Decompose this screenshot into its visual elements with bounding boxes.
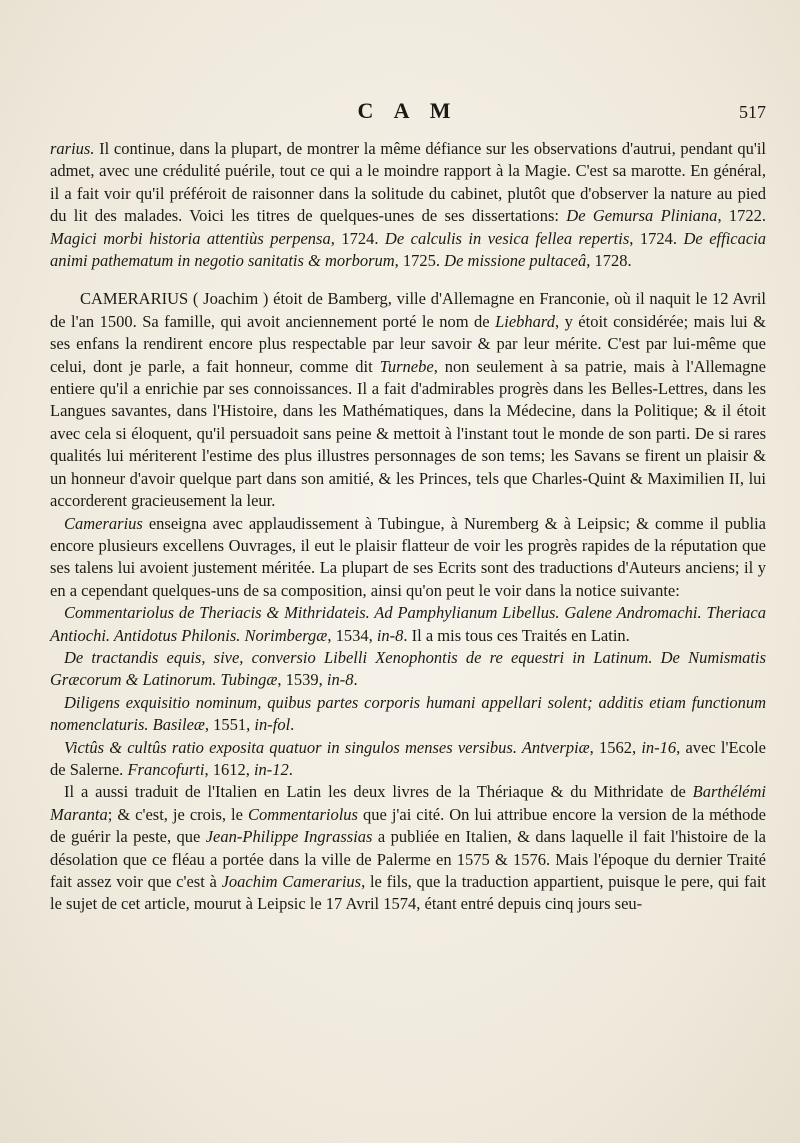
text-run: , 1724. xyxy=(330,228,385,248)
text-run: , avec l'Ecole de Salerne. xyxy=(50,737,767,779)
text-run: que j'ai cité. On lui attribue encore la version de la méthode de guérir la peste, que xyxy=(50,804,766,847)
page-header xyxy=(50,98,766,128)
article-camerarius-career xyxy=(50,513,766,603)
text-run: . Il a mis tous ces Traités en Latin. xyxy=(403,625,630,645)
bibliography-entry xyxy=(50,692,766,737)
title-italic: Commentariolus de Theriacis & Mithridateis. Ad Pamphylianum Libellus. Galene Andromachi. Theriaca Antiochi. Antidotus Philonis. Norimbergæ xyxy=(50,603,766,645)
bibliography-entry xyxy=(50,647,766,692)
article-camerarius-intro xyxy=(50,288,766,512)
running-head: C A M xyxy=(357,98,459,123)
text-run: . xyxy=(290,715,295,735)
name-italic: Camerarius xyxy=(64,513,143,533)
place-italic: Francofurti xyxy=(127,759,205,779)
bibliography-entry xyxy=(50,602,766,647)
title-italic: De calculis in vesica fellea repertis xyxy=(384,228,630,248)
format-italic: in-8 xyxy=(376,625,404,645)
name-italic: Joachim Camerarius xyxy=(221,872,362,891)
title-italic: Diligens exquisitio nominum, quibus partes corporis humani appellari solent; additis etiam functionum nomenclaturis. Basileæ xyxy=(50,692,766,735)
title-italic: Victûs & cultûs ratio exposita quatuor in singulos menses versibus. Antverpiæ xyxy=(64,737,590,757)
text-run: Il continue, dans la plupart, de montrer la même défiance sur les observations d'autrui, pendant qu'il admet, avec une crédulité puérile, tout ce qui a le moindre rapport à la Magie. C'est sa marotte. En général, il a fait voir qu'il préféroit de raisonner dans la solitude du cabinet, plutôt que d'observer la nature au pied du lit des malades. Voici les titres de quelques-unes de ses dissertations: xyxy=(50,139,766,226)
text-run: . xyxy=(288,759,293,779)
text-run: , 1728. xyxy=(586,251,632,271)
format-italic: in-8 xyxy=(326,670,354,690)
title-italic: Magici morbi historia attentiùs perpensa xyxy=(50,228,331,248)
text-run: , 1724. xyxy=(629,228,684,248)
name-italic: Liebhard xyxy=(495,311,555,331)
paragraph-continuation xyxy=(50,138,766,272)
text-run: , 1725. xyxy=(394,251,445,271)
text-run: a publiée en Italien, & dans laquelle il fait l'histoire de la désolation que ce fléau a portée dans la ville de Palerme en 1575 & 1576. Mais l'époque du dernier Traité fait assez voir que c'est à xyxy=(50,827,766,891)
text-run: , 1722. xyxy=(717,206,766,226)
title-italic: De Gemursa Pliniana xyxy=(566,206,718,226)
text-run: . xyxy=(353,670,358,690)
text-run: , 1562, xyxy=(589,737,642,757)
format-italic: in-12 xyxy=(253,759,289,779)
title-italic: De tractandis equis, sive, conversio Libelli Xenophontis de re equestri in Latinum. De Numismatis Græcorum & Latinorum. Tubingæ xyxy=(50,647,766,690)
text-run: , non seulement à sa patrie, mais à l'Allemagne entiere qu'il a enrichie par ses connoissances. Il a fait d'admirables progrès dans les Belles-Lettres, dans les Langues savantes, dans l'Histoire, dans les Mathématiques, dans la Médecine, dans la Politique; & il étoit avec cela si éloquent, qu'il persuadoit sans peine & mettoit à l'instant tout le monde de son parti. De si rares qualités lui mériterent l'estime des plus illustres personnages de son tems; les Savans se firent un plaisir & un honneur d'avoir quelque part dans son amitié, & les Princes, tels que Charles-Quint & Maximilien II, lui accorderent gracieusement la leur. xyxy=(50,356,766,511)
text-run: ; & c'est, je crois, le xyxy=(107,804,248,824)
text-run: , y étoit considérée; mais lui & ses enfans la rendirent encore plus respectable par leur savoir & par leur mérite. C'est par lui-même que celui, dont je parle, a fait honneur, comme dit xyxy=(50,311,766,376)
text-italic: rarius. xyxy=(50,139,95,158)
bibliography-entry xyxy=(50,737,766,782)
format-italic: in-fol xyxy=(254,715,291,735)
name-italic: Barthélémi Maranta xyxy=(50,782,766,824)
format-italic: in-16 xyxy=(641,737,677,757)
text-run: CAMERARIUS ( Joachim ) étoit de Bamberg, ville d'Allemagne en Franconie, où il naquit le 12 Avril de l'an 1500. Sa famille, qui avoit anciennement porté le nom de xyxy=(50,289,766,331)
page-number: 517 xyxy=(739,102,766,122)
text-run: , 1551, xyxy=(204,715,255,735)
name-italic: Turnebe xyxy=(379,356,434,376)
text-run: enseigna avec applaudissement à Tubingue, à Nuremberg & à Leipsic; & comme il publia encore plusieurs excellens Ouvrages, il eut le plaisir flatteur de voir les progrès rapides de la réputation que ses talens lui avoient justement méritée. La plupart de ses Ecrits sont des traductions d'Auteurs anciens; il y en a cependant quelques-uns de sa composition, ainsi qu'on peut le voir dans la notice suivante: xyxy=(50,513,766,600)
title-italic: Commentariolus xyxy=(247,804,358,824)
text-run: , 1534, xyxy=(327,625,377,645)
text-run: Il a aussi traduit de l'Italien en Latin les deux livres de la Thériaque & du Mithridate de xyxy=(64,782,693,802)
text-run: , 1612, xyxy=(204,759,254,779)
name-italic: Jean-Philippe Ingrassias xyxy=(205,827,373,847)
body-text xyxy=(50,138,766,916)
article-camerarius-translations xyxy=(50,781,766,915)
text-run: , 1539, xyxy=(277,670,327,690)
text-run: , le fils, que la traduction appartient, puisque le pere, qui fait le sujet de cet article, mourut à Leipsic le 17 Avril 1574, étant entré depuis cinq jours seu- xyxy=(50,872,766,914)
title-italic: De efficacia animi pathematum in negotio sanitatis & morborum xyxy=(50,228,767,271)
title-italic: De missione pultaceâ xyxy=(444,251,587,271)
